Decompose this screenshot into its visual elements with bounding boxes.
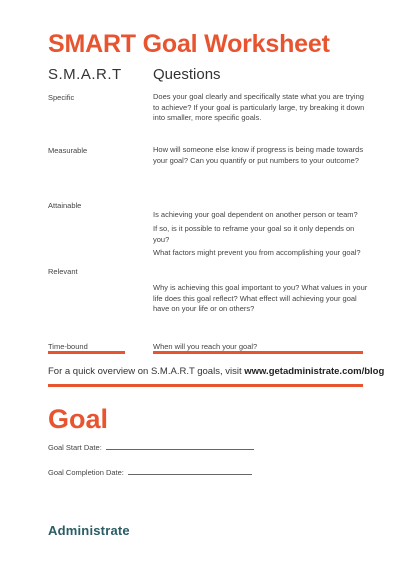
blog-link[interactable]: www.getadministrate.com/blog (244, 366, 385, 377)
goal-start-date-label: Goal Start Date: (48, 443, 102, 452)
question-attainable-2: If so, is it possible to reframe your goal so it only depends on you? (153, 224, 355, 244)
overview-text: For a quick overview on S.M.A.R.T goals, visit (48, 366, 245, 377)
question-attainable-1: Is achieving your goal dependent on another person or team? (153, 210, 358, 219)
goal-completion-date-line[interactable] (128, 474, 252, 475)
row-label-attainable: Attainable (48, 201, 82, 210)
goal-completion-date-label: Goal Completion Date: (48, 468, 124, 477)
question-relevant: Why is achieving this goal important to you? What values in your life does this goal reflect? What effect will achieving your goal have on your life or on others? (153, 283, 368, 313)
row-label-time-bound: Time-bound (48, 342, 88, 351)
accent-divider (48, 384, 363, 387)
administrate-logo: Administrate (48, 523, 130, 538)
goal-completion-date-field[interactable] (48, 468, 252, 477)
question-measurable: How will someone else know if progress is being made towards your goal? Can you quantify or put numbers to your outcome? (153, 145, 364, 165)
question-attainable-3: What factors might prevent you from accomplishing your goal? (153, 248, 361, 257)
accent-bar-left (48, 351, 125, 354)
accent-bar-right (153, 351, 363, 354)
overview-line (48, 366, 384, 377)
goal-heading: Goal (48, 404, 109, 434)
row-label-measurable: Measurable (48, 146, 88, 155)
goal-start-date-field[interactable] (48, 443, 254, 452)
question-time-bound: When will you reach your goal? (153, 342, 258, 351)
row-label-relevant: Relevant (48, 267, 78, 276)
smart-column-header: S.M.A.R.T (48, 66, 122, 83)
page-title: SMART Goal Worksheet (48, 30, 330, 58)
goal-start-date-line[interactable] (106, 449, 254, 450)
row-label-specific: Specific (48, 93, 75, 102)
question-specific: Does your goal clearly and specifically state what you are trying to achieve? If your goal is particularly large, try breaking it down into smaller, more specific goals. (153, 92, 365, 122)
questions-column-header: Questions (153, 66, 221, 83)
